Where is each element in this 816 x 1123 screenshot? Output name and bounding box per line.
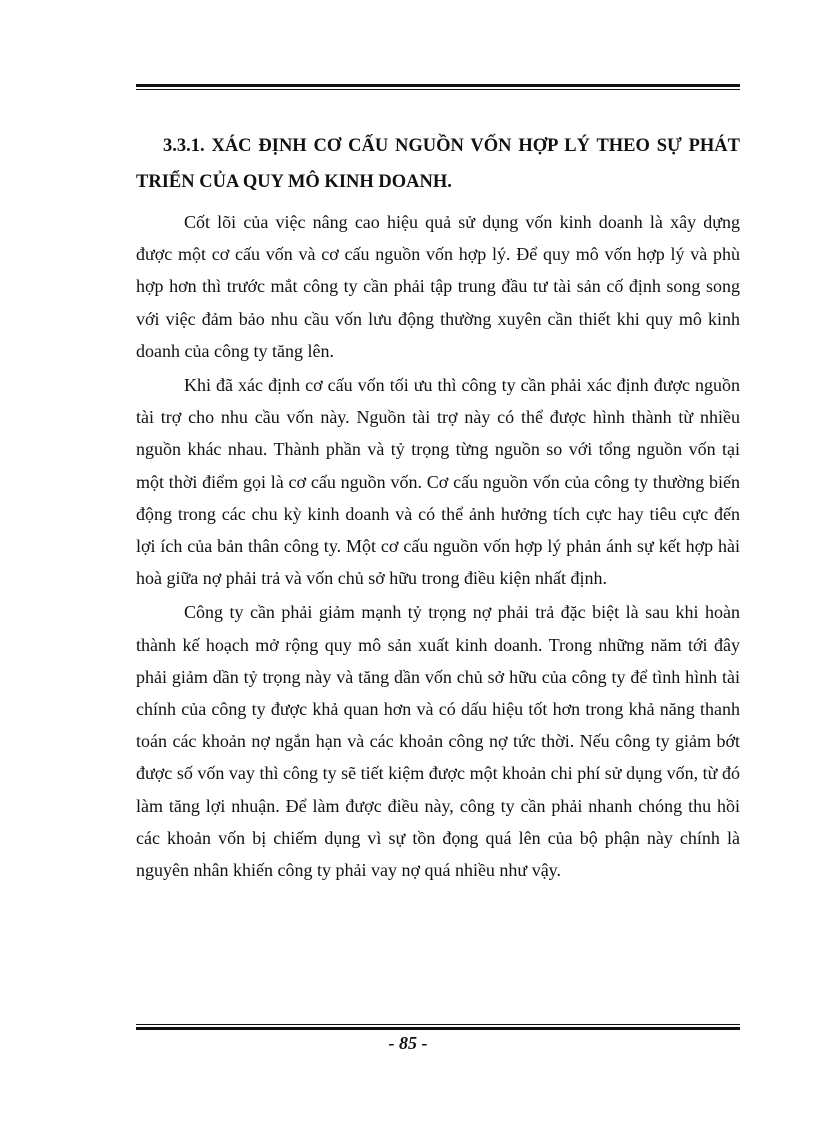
footer-rule — [136, 1024, 740, 1030]
header-rule — [136, 84, 740, 90]
page-number: - 85 - — [388, 1033, 428, 1053]
paragraph-1: Cốt lõi của việc nâng cao hiệu quả sử dụng vốn kinh doanh là xây dựng được một cơ cấu vốn và cơ cấu nguồn vốn hợp lý. Để quy mô vốn hợp lý và phù hợp hơn thì trước mắt công ty cần phải tập trung đầu tư tài sản cố định song song với việc đảm bảo nhu cầu vốn lưu động thường xuyên cần thiết khi quy mô kinh doanh của công ty tăng lên. — [136, 212, 740, 361]
section-heading: 3.3.1. XÁC ĐỊNH CƠ CẤU NGUỒN VỐN HỢP LÝ THEO SỰ PHÁT TRIỂN CỦA QUY MÔ KINH DOANH. — [136, 136, 740, 192]
paragraph-3: Công ty cần phải giảm mạnh tỷ trọng nợ phải trả đặc biệt là sau khi hoàn thành kế hoạch mở rộng quy mô sản xuất kinh doanh. Trong những năm tới đây phải giảm dần tỷ trọng này và tăng dần vốn chủ sở hữu của công ty để tình hình tài chính của công ty được khả quan hơn và có dấu hiệu tốt hơn trong khả năng thanh toán các khoản nợ ngắn hạn và các khoản công nợ tức thời. Nếu công ty giảm bớt được số vốn vay thì công ty sẽ tiết kiệm được một khoản chi phí sử dụng vốn, từ đó làm tăng lợi nhuận. Để làm được điều này, công ty cần phải nhanh chóng thu hồi các khoản vốn bị chiếm dụng vì sự tồn đọng quá lên của bộ phận này chính là nguyên nhân khiến công ty phải vay nợ quá nhiều như vậy. — [136, 602, 740, 881]
page-body — [136, 128, 740, 888]
paragraph-2: Khi đã xác định cơ cấu vốn tối ưu thì công ty cần phải xác định được nguồn tài trợ cho nhu cầu vốn này. Nguồn tài trợ này có thể được hình thành từ nhiều nguồn khác nhau. Thành phần và tỷ trọng từng nguồn so với tổng nguồn vốn tại một thời điểm gọi là cơ cấu nguồn vốn. Cơ cấu nguồn vốn của công ty thường biến động trong các chu kỳ kinh doanh và có thể ảnh hưởng tích cực hay tiêu cực đến lợi ích của bản thân công ty. Một cơ cấu nguồn vốn hợp lý phản ánh sự kết hợp hài hoà giữa nợ phải trả và vốn chủ sở hữu trong điều kiện nhất định. — [136, 375, 740, 589]
